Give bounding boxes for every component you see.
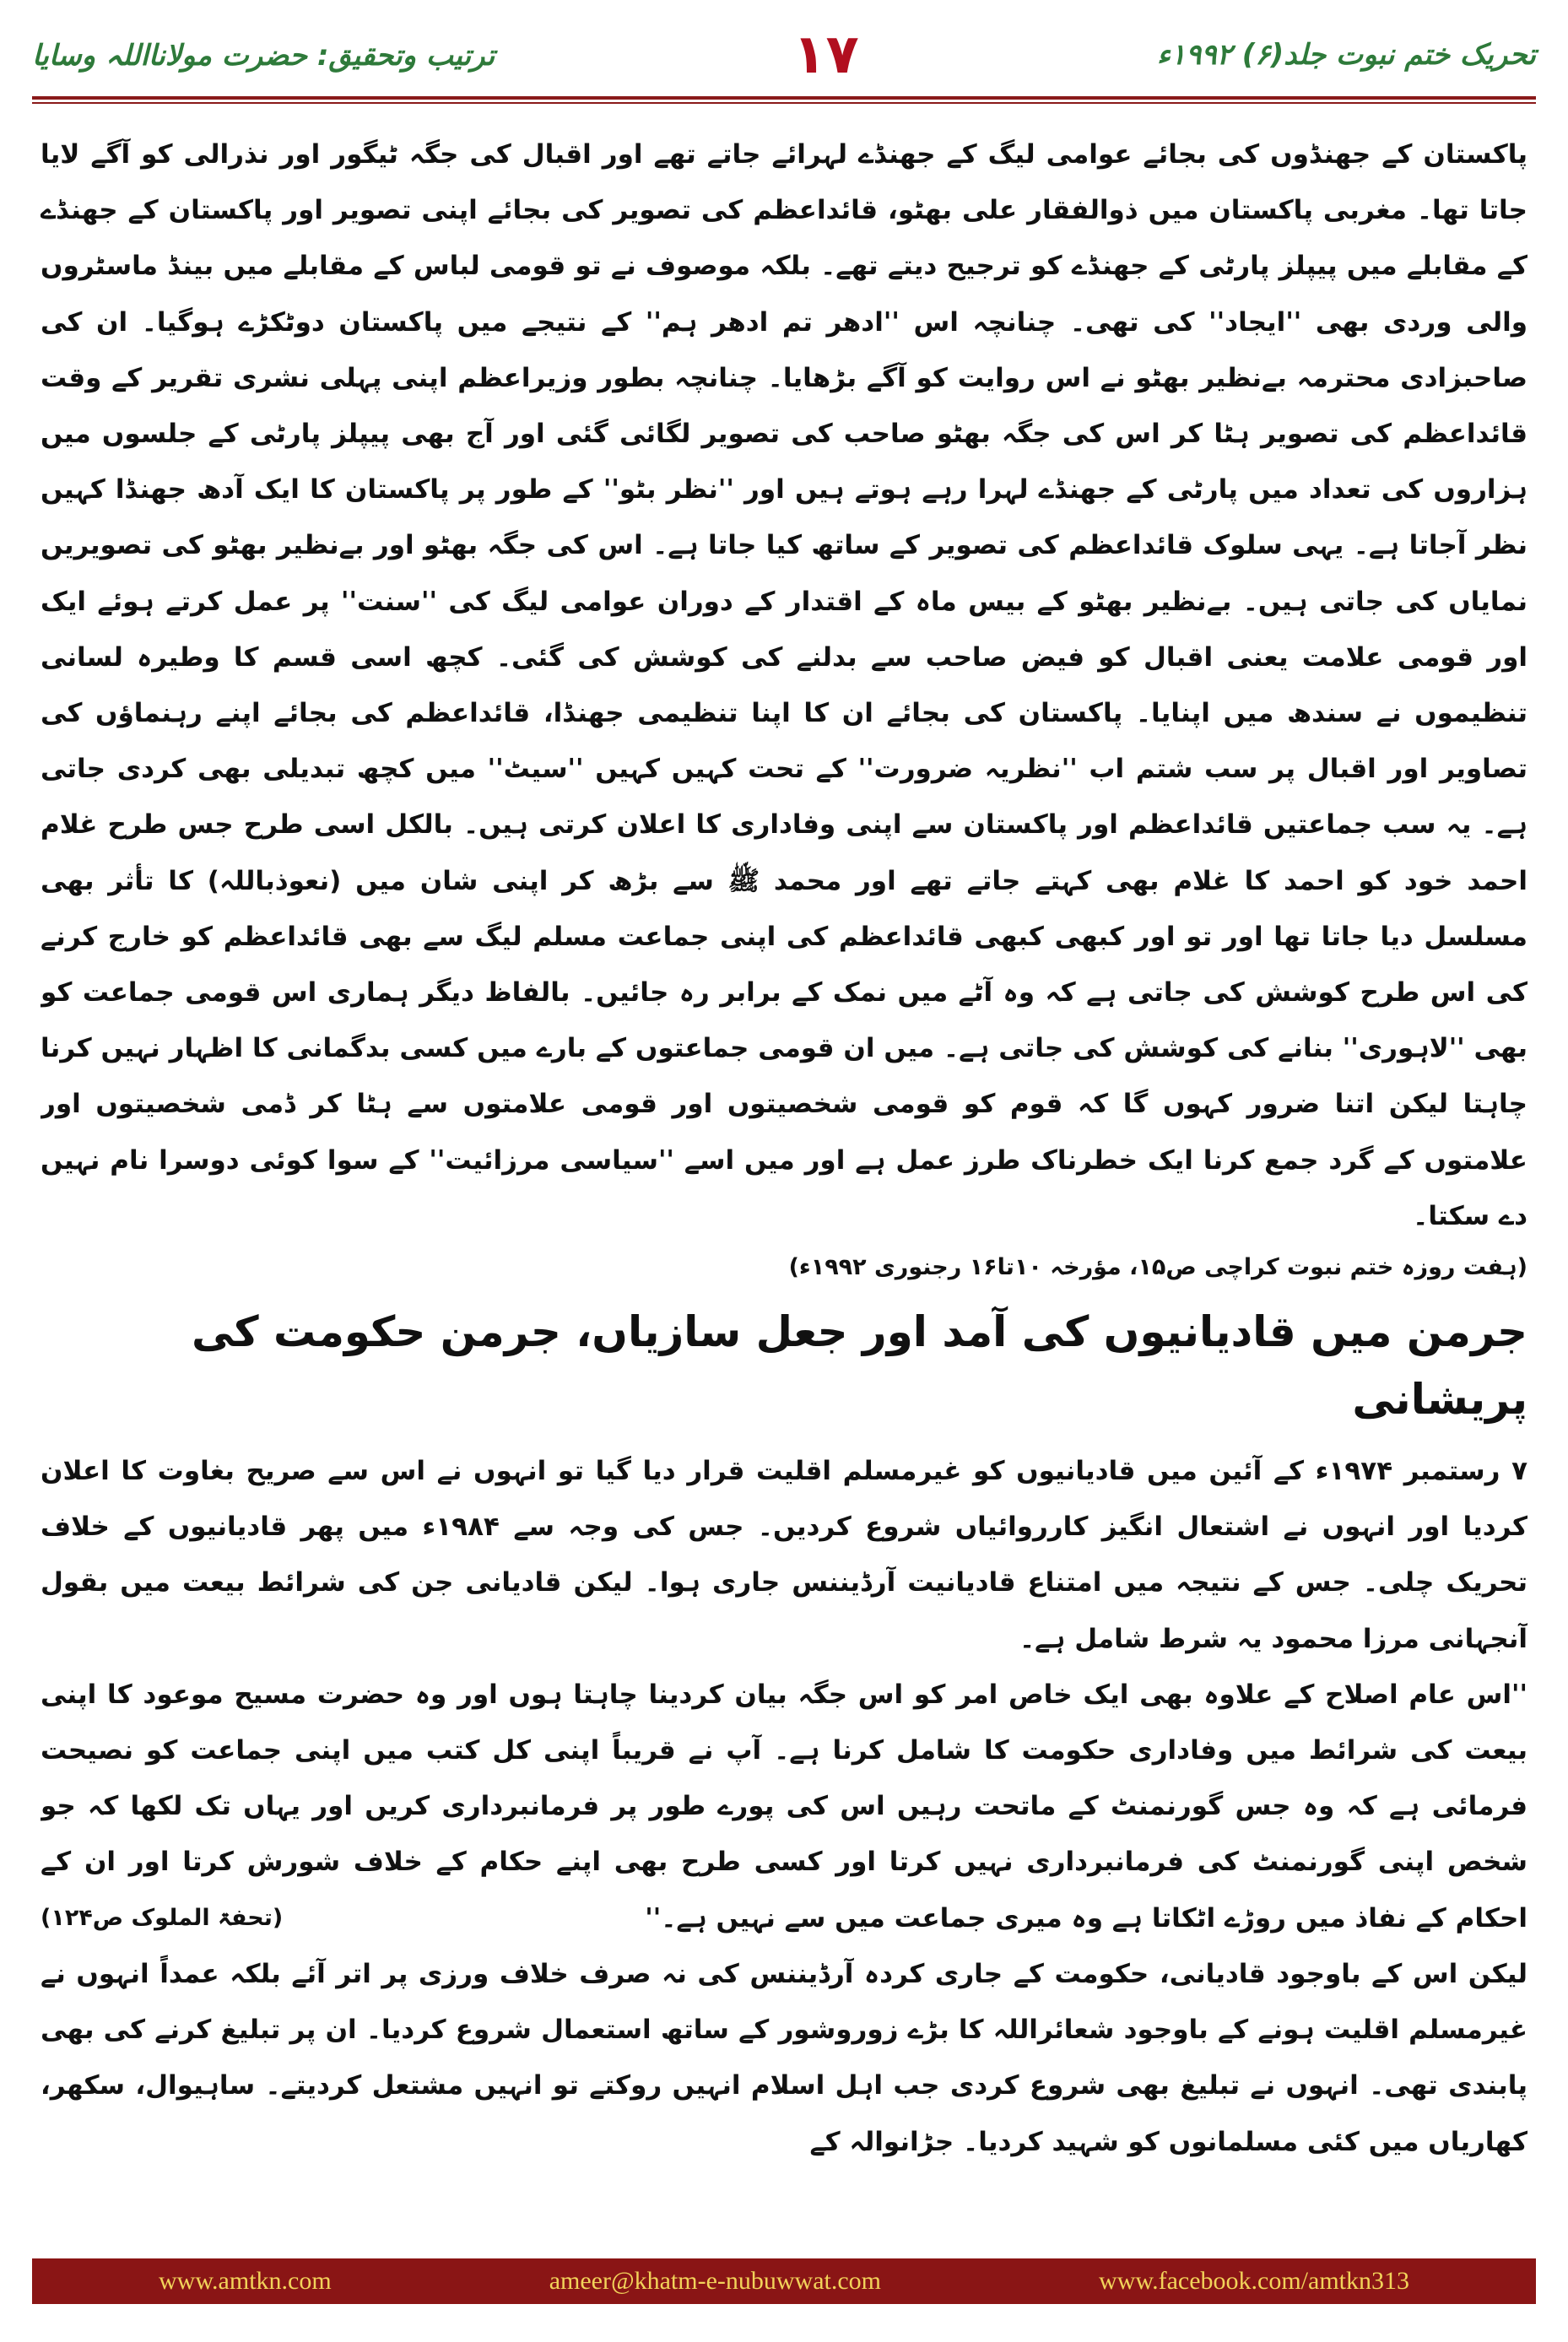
editor-credit: ترتیب وتحقیق: حضرت مولانااللہ وسایا [32, 38, 495, 73]
header-rule [32, 96, 1536, 100]
article2-paragraph1: ۷ رستمبر ۱۹۷۴ء کے آئین میں قادیانیوں کو غیرمسلم اقلیت قرار دیا گیا تو انہوں نے اس سے صریح بغاوت کا اعلان کردیا اور انہوں نے اشتعال انگیز کارروائیاں شروع کردیں۔ جس کی وجہ سے ۱۹۸۴ء میں پھر قادیانیوں کے خلاف تحریک چلی۔ جس کے نتیجہ میں امتناع قادیانیت آرڈیننس جاری ہوا۔ لیکن قادیانی جن کی شرائط بیعت میں بقول آنجہانی مرزا محمود یہ شرط شامل ہے۔ [41, 1456, 1527, 1654]
article2-quote [41, 1667, 1527, 1946]
page-number: ۱۷ [792, 24, 859, 86]
series-title: تحریک ختم نبوت جلد(۶) ۱۹۹۲ء [1156, 38, 1536, 72]
email-link[interactable]: ameer@khatm-e-nubuwwat.com [549, 2267, 882, 2295]
quote-reference: (تحفۃ الملوک ص۱۲۴) [41, 1904, 284, 1931]
article1-paragraph: پاکستان کے جھنڈوں کی بجائے عوامی لیگ کے جھنڈے لہرائے جاتے تھے اور اقبال کی جگہ ٹیگور اور نذرالی کو آگے لایا جاتا تھا۔ مغربی پاکستان میں ذوالفقار علی بھٹو، قائداعظم کی تصویر کی بجائے اپنی تصویر اور پاکستان کے جھنڈے کے مقابلے میں پیپلز پارٹی کے جھنڈے کو ترجیح دیتے تھے۔ بلکہ موصوف نے تو قومی لباس کے مقابلے میں بینڈ ماسٹروں والی وردی بھی ''ایجاد'' کی تھی۔ چنانچہ اس ''ادھر تم ادھر ہم'' کے نتیجے میں پاکستان دوٹکڑے ہوگیا۔ ان کی صاحبزادی محترمہ بےنظیر بھٹو نے اس روایت کو آگے بڑھایا۔ چنانچہ بطور وزیراعظم اپنی پہلی نشری تقریر کے وقت قائداعظم کی تصویر ہٹا کر اس کی جگہ بھٹو صاحب کی تصویر لگائی گئی اور آج بھی پیپلز پارٹی کے جلسوں میں ہزاروں کی تعداد میں پارٹی کے جھنڈے لہرا رہے ہوتے ہیں اور ''نظر بٹو'' کے طور پر پاکستان کا ایک آدھ جھنڈا کہیں نظر آجاتا ہے۔ یہی سلوک قائداعظم کی تصویر کے ساتھ کیا جاتا ہے۔ اس کی جگہ بھٹو اور بےنظیر بھٹو کی تصویریں نمایاں کی جاتی ہیں۔ بےنظیر بھٹو کے بیس ماہ کے اقتدار کے دوران عوامی لیگ کی ''سنت'' پر عمل کرتے ہوئے ایک اور قومی علامت یعنی اقبال کو فیض صاحب سے بدلنے کی کوشش کی گئی۔ کچھ اسی قسم کا وطیرہ لسانی تنظیموں نے سندھ میں اپنایا۔ پاکستان کی بجائے ان کا اپنا تنظیمی جھنڈا، قائداعظم کی بجائے اپنے رہنماؤں کی تصاویر اور اقبال پر سب شتم اب ''نظریہ ضرورت'' کے تحت کہیں کہیں ''سیٹ'' میں کچھ تبدیلی بھی کردی جاتی ہے۔ یہ سب جماعتیں قائداعظم اور پاکستان سے اپنی وفاداری کا اعلان کرتی ہیں۔ بالکل اسی طرح جس طرح غلام احمد خود کو احمد کا غلام بھی کہتے جاتے تھے اور محمد ﷺ سے بڑھ کر اپنی شان میں (نعوذباللہ) کا تأثر بھی مسلسل دیا جاتا تھا اور تو اور کبھی کبھی قائداعظم کی اپنی جماعت مسلم لیگ سے بھی قائداعظم کو خارج کرنے کی اس طرح کوشش کی جاتی ہے کہ وہ آٹے میں نمک کے برابر رہ جائیں۔ بالفاظ دیگر ہماری اس قومی جماعت کو بھی ''لاہوری'' بنانے کی کوشش کی جاتی ہے۔ میں ان قومی جماعتوں کے بارے میں کسی بدگمانی کا اظہار نہیں کرنا چاہتا لیکن اتنا ضرور کہوں گا کہ قوم کو قومی شخصیتوں اور قومی علامتوں سے ہٹا کر ڈمی شخصیتوں اور علامتوں کے گرد جمع کرنا ایک خطرناک طرز عمل ہے اور میں اسے ''سیاسی مرزائیت'' کے سوا کوئی دوسرا نام نہیں دے سکتا۔ [41, 139, 1527, 1231]
facebook-link[interactable]: www.facebook.com/amtkn313 [1099, 2267, 1409, 2295]
header-rule-thin [32, 102, 1536, 104]
quote-text: ''اس عام اصلاح کے علاوہ بھی ایک خاص امر کو اس جگہ بیان کردینا چاہتا ہوں اور وہ حضرت مسیح موعود کا اپنی بیعت کی شرائط میں وفاداری حکومت کا شامل کرنا ہے۔ آپ نے قریباً اپنی کل کتب میں اپنی جماعت کو نصیحت فرمائی ہے کہ وہ جس گورنمنٹ کے ماتحت رہیں اس کی پورے طور پر فرمانبرداری کریں اور یہاں تک لکھا کہ جو شخص اپنی گورنمنٹ کی فرمانبرداری نہیں کرتا اور کسی طرح بھی اپنے حکام کے خلاف شورش کرتا اور ان کے احکام کے نفاذ میں روڑے اٹکاتا ہے وہ میری جماعت میں سے نہیں ہے۔'' [41, 1679, 1527, 1934]
article1-citation: (ہفت روزہ ختم نبوت کراچی ص۱۵، مؤرخہ ۱۰تا۱۶ رجنوری ۱۹۹۲ء) [788, 1254, 1527, 1281]
page-content [41, 127, 1527, 2220]
website-link[interactable]: www.amtkn.com [159, 2267, 332, 2295]
article2-heading: جرمن میں قادیانیوں کی آمد اور جعل سازیاں، جرمن حکومت کی پریشانی [191, 1307, 1527, 1425]
page-header [32, 17, 1536, 93]
page-footer [32, 2258, 1536, 2304]
article2-paragraph2: لیکن اس کے باوجود قادیانی، حکومت کے جاری کردہ آرڈیننس کی نہ صرف خلاف ورزی پر اتر آئے بلکہ عمداً انہوں نے غیرمسلم اقلیت ہونے کے باوجود شعائراللہ کا بڑے زوروشور کے ساتھ استعمال شروع کردیا۔ ان پر تبلیغ کرنے کی بھی پابندی تھی۔ انہوں نے تبلیغ بھی شروع کردی جب اہل اسلام انہیں روکتے تو انہیں مشتعل کردیتے۔ ساہیوال، سکھر، کھاریاں میں کئی مسلمانوں کو شہید کردیا۔ جڑانوالہ کے [41, 1958, 1527, 2157]
